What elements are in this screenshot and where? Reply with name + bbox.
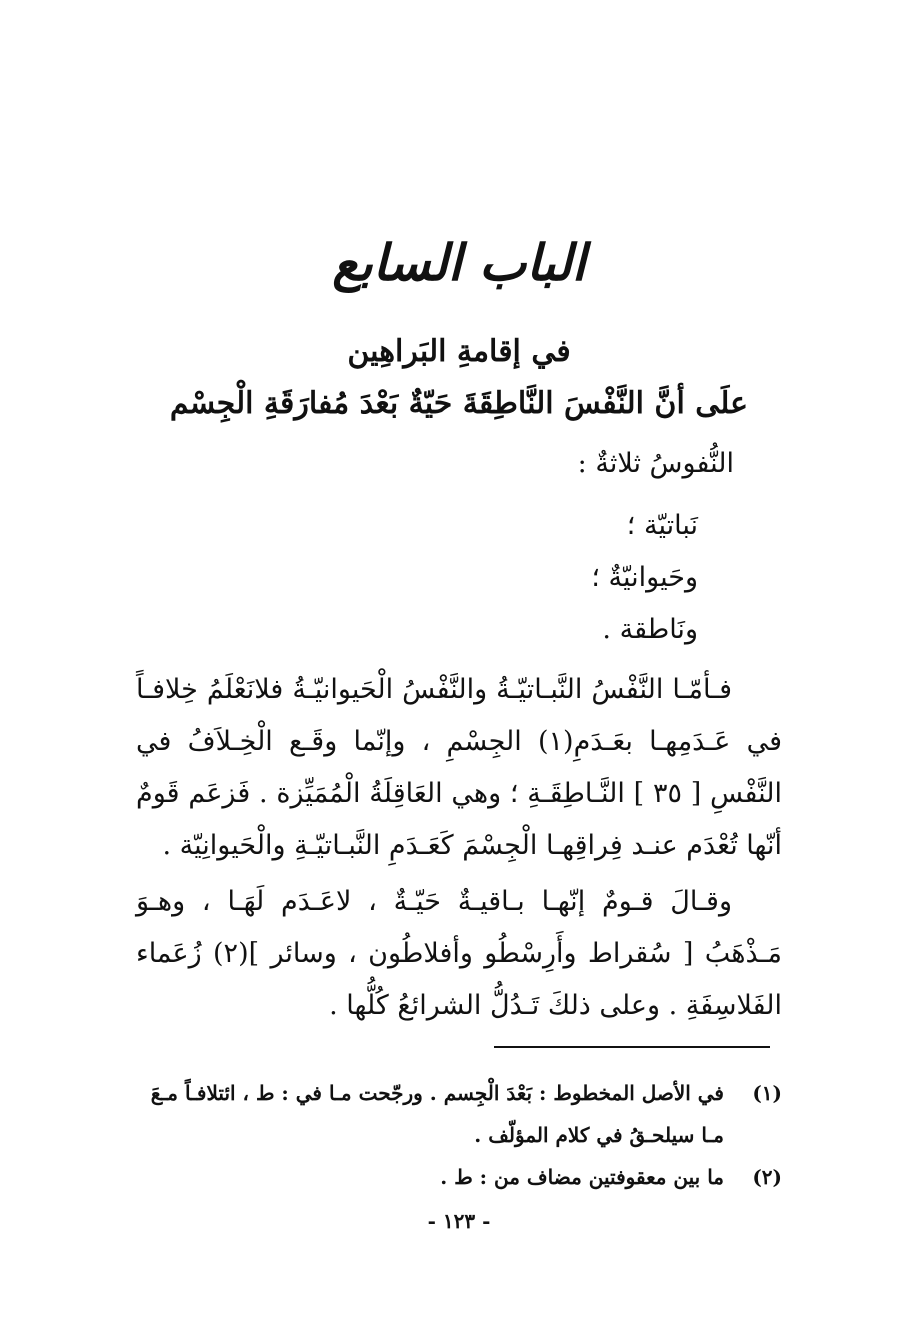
intro-line: النُّفوسُ ثلاثةٌ : [577,448,734,479]
footnote-text: في الأصل المخطوط : بَعْدَ الْجِسم . ورجّحت مـا في : ط ، ائتلافـاً مـعَ مـا سيلحـقُ في كلام المؤلّف . [150,1081,724,1147]
chapter-subtitle-line-2: علَى أنَّ النَّفْسَ النَّاطِقَةَ حَيّةٌ بَعْدَ مُفارَقَةِ الْجِسْم [169,386,749,421]
list-item: وحَيوانيّةٌ ؛ [591,562,698,593]
footnote-number: (١) [752,1081,782,1105]
footnote-number: (٢) [752,1165,782,1189]
page-number: - ١٢٣ - [427,1209,491,1233]
footnote-2 [136,1156,782,1198]
footnote-divider [494,1046,770,1048]
paragraph-2: وقـالَ قـومٌ إنّهـا بـاقيـةٌ حَيّـةٌ ، لاعَـدَم لَهَـا ، وهـوَ مَـذْهَبُ [ سُقراط وأَرِسْطُو وأفلاطُون ، وسائر ](٢) زُعَماء الفَلاسِفَةِ . وعلى ذلكَ تَـدُلُّ الشرائعُ كُلُّها . [136,886,783,1021]
footnote-1 [136,1072,782,1156]
chapter-title: الباب السابع [332,233,586,292]
paragraph-1: فـأمّـا النَّفْسُ النَّبـاتيّـةُ والنَّفْسُ الْحَيوانيّـةُ فلانَعْلَمُ خِلافـاً في عَـدَمِهـا بعَـدَمِ(١) الجِسْمِ ، وإنّما وقَـع الْخِـلاَفُ في النَّفْسِ [ ٣٥ ] النَّـاطِقَـةِ ؛ وهي العَاقِلَةُ الْمُمَيِّزة . فَزعَم قَومٌ أنّها تُعْدَم عنـد فِراقِهـا الْجِسْمَ كَعَـدَمِ النَّبـاتيّـةِ والْحَيوانِيّة . [136,674,783,861]
list-item: نَباتيّة ؛ [626,510,698,541]
chapter-subtitle-line-1: في إقامةِ البَراهِين [347,334,571,369]
list-item: ونَاطقة . [602,614,698,645]
footnote-text: ما بين معقوفتين مضاف من : ط . [440,1165,724,1189]
